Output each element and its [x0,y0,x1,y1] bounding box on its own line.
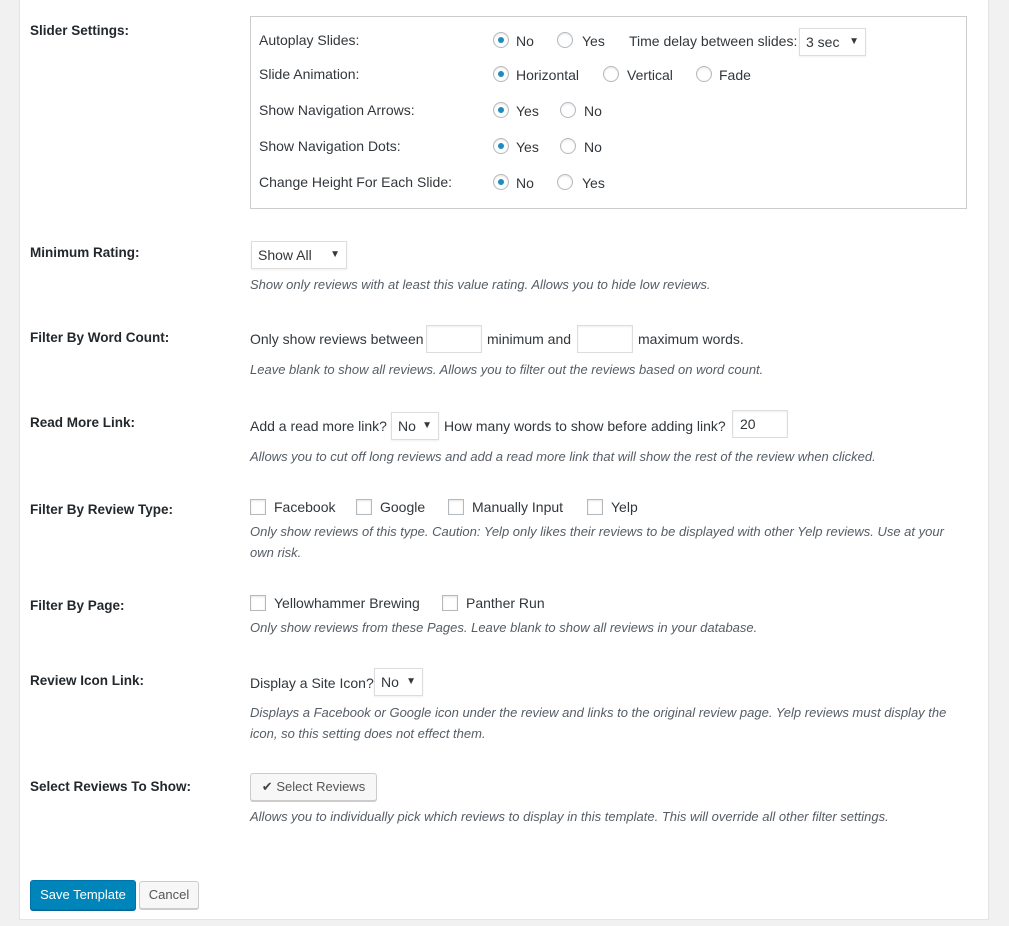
icon-link-question: Display a Site Icon? [250,675,374,691]
min-rating-label: Minimum Rating: [30,245,140,260]
dots-yes-radio[interactable] [493,138,509,154]
chevron-down-icon: ▼ [406,676,416,687]
height-no-label: No [516,175,534,191]
dots-label: Show Navigation Dots: [259,138,401,154]
review-type-google-checkbox[interactable] [356,499,372,515]
delay-select[interactable] [799,28,866,56]
autoplay-yes-radio[interactable] [557,32,573,48]
read-more-description: Allows you to cut off long reviews and add a read more link that will show the rest of the review when clicked. [250,449,876,464]
page-panther-run-label: Panther Run [466,595,545,611]
review-type-yelp-label: Yelp [611,499,638,515]
dots-no-label: No [584,139,602,155]
autoplay-yes-label: Yes [582,33,605,49]
select-reviews-description: Allows you to individually pick which reviews to display in this template. This will override all other filter settings. [250,809,889,824]
review-type-label: Filter By Review Type: [30,502,174,517]
cancel-button[interactable]: Cancel [139,881,199,909]
animation-label: Slide Animation: [259,66,360,82]
animation-horizontal-radio[interactable] [493,66,509,82]
select-reviews-button[interactable] [250,773,377,801]
arrows-no-radio[interactable] [560,102,576,118]
min-words-input[interactable] [426,325,482,353]
page-yellowhammer-label: Yellowhammer Brewing [274,595,420,611]
read-more-words-question: How many words to show before adding link? [444,418,726,434]
min-rating-description: Show only reviews with at least this value rating. Allows you to hide low reviews. [250,277,711,292]
height-no-radio[interactable] [493,174,509,190]
height-label: Change Height For Each Slide: [259,174,452,190]
review-type-google-label: Google [380,499,426,515]
word-count-text-before: Only show reviews between [250,331,424,347]
read-more-label: Read More Link: [30,415,136,430]
chevron-down-icon: ▼ [422,420,432,431]
review-type-yelp-checkbox[interactable] [587,499,603,515]
read-more-value: No [398,418,416,434]
arrows-no-label: No [584,103,602,119]
chevron-down-icon: ▼ [849,36,859,47]
icon-link-select[interactable] [374,668,423,696]
autoplay-no-radio[interactable] [493,32,509,48]
delay-select-value: 3 sec [806,34,840,50]
select-reviews-button-label: Select Reviews [276,779,366,794]
icon-link-value: No [381,674,399,690]
word-count-text-middle: minimum and [487,331,572,347]
animation-fade-label: Fade [719,67,751,83]
height-yes-label: Yes [582,175,605,191]
icon-link-label: Review Icon Link: [30,673,145,688]
max-words-input[interactable] [577,325,633,353]
delay-label: Time delay between slides: [629,33,798,49]
review-type-description: Only show reviews of this type. Caution: Yelp only likes their reviews to be displayed with other Yelp reviews. Use at your own risk. [250,524,944,560]
select-reviews-label: Select Reviews To Show: [30,779,192,794]
page-panther-run-checkbox[interactable] [442,595,458,611]
animation-horizontal-label: Horizontal [516,67,580,83]
height-yes-radio[interactable] [557,174,573,190]
animation-vertical-label: Vertical [627,67,673,83]
dots-no-radio[interactable] [560,138,576,154]
checkmark-icon: ✔ [261,779,273,794]
animation-vertical-radio[interactable] [603,66,619,82]
page-filter-label: Filter By Page: [30,598,125,613]
word-count-description: Leave blank to show all reviews. Allows you to filter out the reviews based on word count. [250,362,764,377]
page-filter-description: Only show reviews from these Pages. Leave blank to show all reviews in your database. [250,620,758,635]
animation-fade-radio[interactable] [696,66,712,82]
arrows-yes-radio[interactable] [493,102,509,118]
min-rating-value: Show All [258,247,312,263]
arrows-label: Show Navigation Arrows: [259,102,415,118]
review-type-manual-label: Manually Input [472,499,564,515]
chevron-down-icon: ▼ [330,249,340,260]
word-count-text-after: maximum words. [638,331,744,347]
slider-settings-label: Slider Settings: [30,23,130,38]
read-more-question: Add a read more link? [250,418,387,434]
word-count-label: Filter By Word Count: [30,330,170,345]
autoplay-label: Autoplay Slides: [259,32,360,48]
save-template-button[interactable]: Save Template [30,880,136,910]
review-type-facebook-label: Facebook [274,499,336,515]
read-more-words-input[interactable]: 20 [732,410,788,438]
page-yellowhammer-checkbox[interactable] [250,595,266,611]
dots-yes-label: Yes [516,139,539,155]
review-type-facebook-checkbox[interactable] [250,499,266,515]
min-rating-select[interactable] [251,241,347,269]
read-more-select[interactable] [391,412,439,440]
icon-link-description: Displays a Facebook or Google icon under the review and links to the original review page. Yelp reviews must display the icon, so this setting does not effect them. [250,705,947,741]
arrows-yes-label: Yes [516,103,539,119]
review-type-manual-checkbox[interactable] [448,499,464,515]
autoplay-no-label: No [516,33,534,49]
